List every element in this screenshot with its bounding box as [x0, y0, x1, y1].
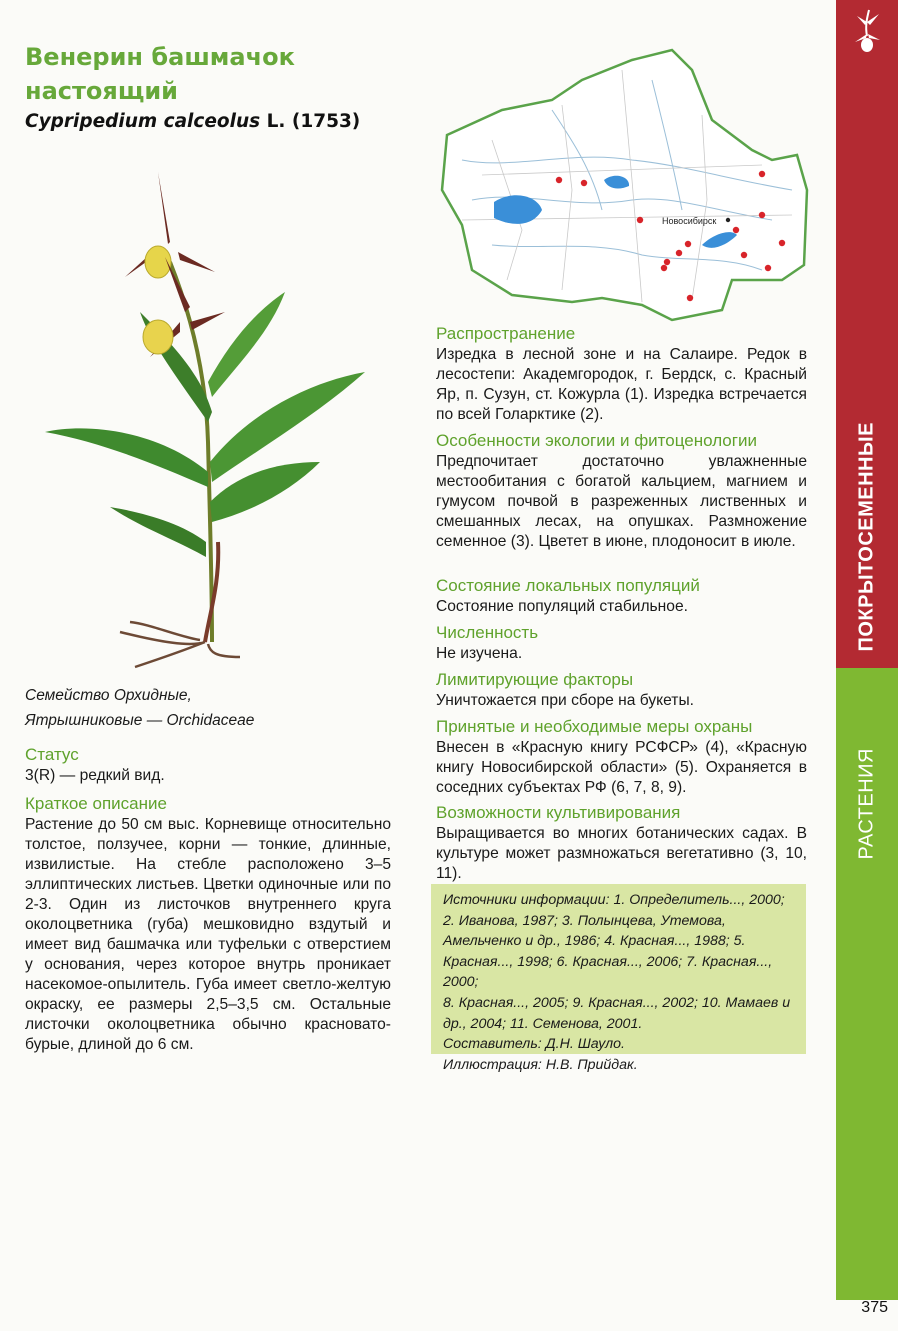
family-line1: Семейство Орхидные,	[25, 687, 192, 704]
section-text: Уничтожается при сборе на букеты.	[436, 692, 694, 709]
section-heading: Возможности культивирования	[436, 803, 681, 822]
orchid-illustration	[40, 142, 370, 672]
band-top	[836, 0, 898, 668]
side-band	[836, 0, 898, 1300]
family-line2-ru: Ятрышниковые —	[25, 712, 167, 729]
species-title-line1: Венерин башмачок	[25, 43, 295, 71]
limiting-factors-section	[436, 669, 807, 711]
band-label-top: ПОКРЫТОСЕМЕННЫЕ	[855, 422, 878, 652]
section-text: Внесен в «Красную книгу РСФСР» (4), «Красную книгу Новосибирской области» (5). Охраняется в соседних субъектах РФ (6, 7, 8, 9).	[436, 739, 807, 796]
family-caption	[25, 683, 405, 733]
section-heading: Принятые и необходимые меры охраны	[436, 717, 753, 736]
species-title	[25, 40, 365, 108]
ecology-section	[436, 430, 807, 552]
section-text: Не изучена.	[436, 645, 523, 662]
family-line2-latin: Orchidaceae	[166, 712, 255, 729]
band-label-bottom: РАСТЕНИЯ	[855, 748, 878, 860]
band-bottom	[836, 668, 898, 1300]
section-heading: Краткое описание	[25, 794, 167, 813]
distribution-map	[432, 40, 812, 325]
section-text: Изредка в лесной зоне и на Салаире. Редок в лесостепи: Академгородок, г. Бердск, с. Красный Яр, п. Сузун, ст. Кожурла (1). Изредка встречается по всей Голарктике (2).	[436, 346, 807, 423]
orchid-icon	[847, 8, 887, 58]
populations-section	[436, 575, 807, 617]
sources-box	[431, 884, 806, 1073]
page-number: 375	[861, 1299, 888, 1316]
latin-genus-species: Cypripedium calceolus	[25, 111, 261, 132]
section-heading: Статус	[25, 745, 79, 764]
section-heading: Особенности экологии и фитоценологии	[436, 431, 757, 450]
latin-name	[25, 111, 360, 132]
description-section	[25, 793, 391, 1055]
abundance-section	[436, 622, 807, 664]
section-heading: Состояние локальных популяций	[436, 576, 700, 595]
compiler-credit: Составитель: Д.Н. Шауло.	[443, 1036, 625, 1053]
section-text: Состояние популяций стабильное.	[436, 598, 688, 615]
city-label: Новосибирск	[662, 216, 717, 226]
section-text: Растение до 50 см выс. Корневище относительно толстое, ползучее, корни — тонкие, длинные, извилистые. На стебле расположено 3–5 эллиптических листьев. Цветки одиночные или по 2-3. Один из листочков внутреннего круга околоцветника (губа) мешковидно вздутый и имеет вид башмачка или туфельки с отверстием у основания, через которое внутрь проникает насекомое-опылитель. Губа имеет светло-желтую окраску, ее размеры 2,5–3,5 см. Остальные листочки околоцветника обычно красновато-бурые, длиной до 6 см.	[25, 816, 391, 1053]
sources-text: Источники информации: 1. Определитель..., 2000; 2. Иванова, 1987; 3. Полынцева, Утемова, Амельченко и др., 1986; 4. Красная..., 1988; 5. Красная..., 1998; 6. Красная..., 2006; 7. Красная..., 2000; 8. Красная..., 2005; 9. Красная..., 2002; 10. Мамаев и др., 2004; 11. Семенова, 2001.	[443, 892, 791, 1032]
section-text: 3(R) — редкий вид.	[25, 767, 165, 784]
section-heading: Распространение	[436, 324, 576, 343]
protection-section	[436, 716, 807, 798]
section-heading: Лимитирующие факторы	[436, 670, 634, 689]
latin-author: L. (1753)	[266, 111, 361, 132]
section-heading: Численность	[436, 623, 539, 642]
distribution-section	[436, 323, 807, 425]
cultivation-section	[436, 802, 807, 884]
status-section	[25, 744, 395, 786]
species-title-line2: настоящий	[25, 77, 178, 105]
illustrator-credit: Иллюстрация: Н.В. Прийдак.	[443, 1056, 638, 1073]
section-text: Предпочитает достаточно увлажненные местообитания с богатой кальцием, магнием и гумусом почвой в разреженных лиственных и смешанных лесах, на опушках. Размножение семенное (3). Цветет в июне, плодоносит в июле.	[436, 453, 807, 550]
family-line2	[25, 708, 405, 733]
section-text: Выращивается во многих ботанических садах. В культуре может размножаться вегетативно (3, 10, 11).	[436, 825, 807, 882]
